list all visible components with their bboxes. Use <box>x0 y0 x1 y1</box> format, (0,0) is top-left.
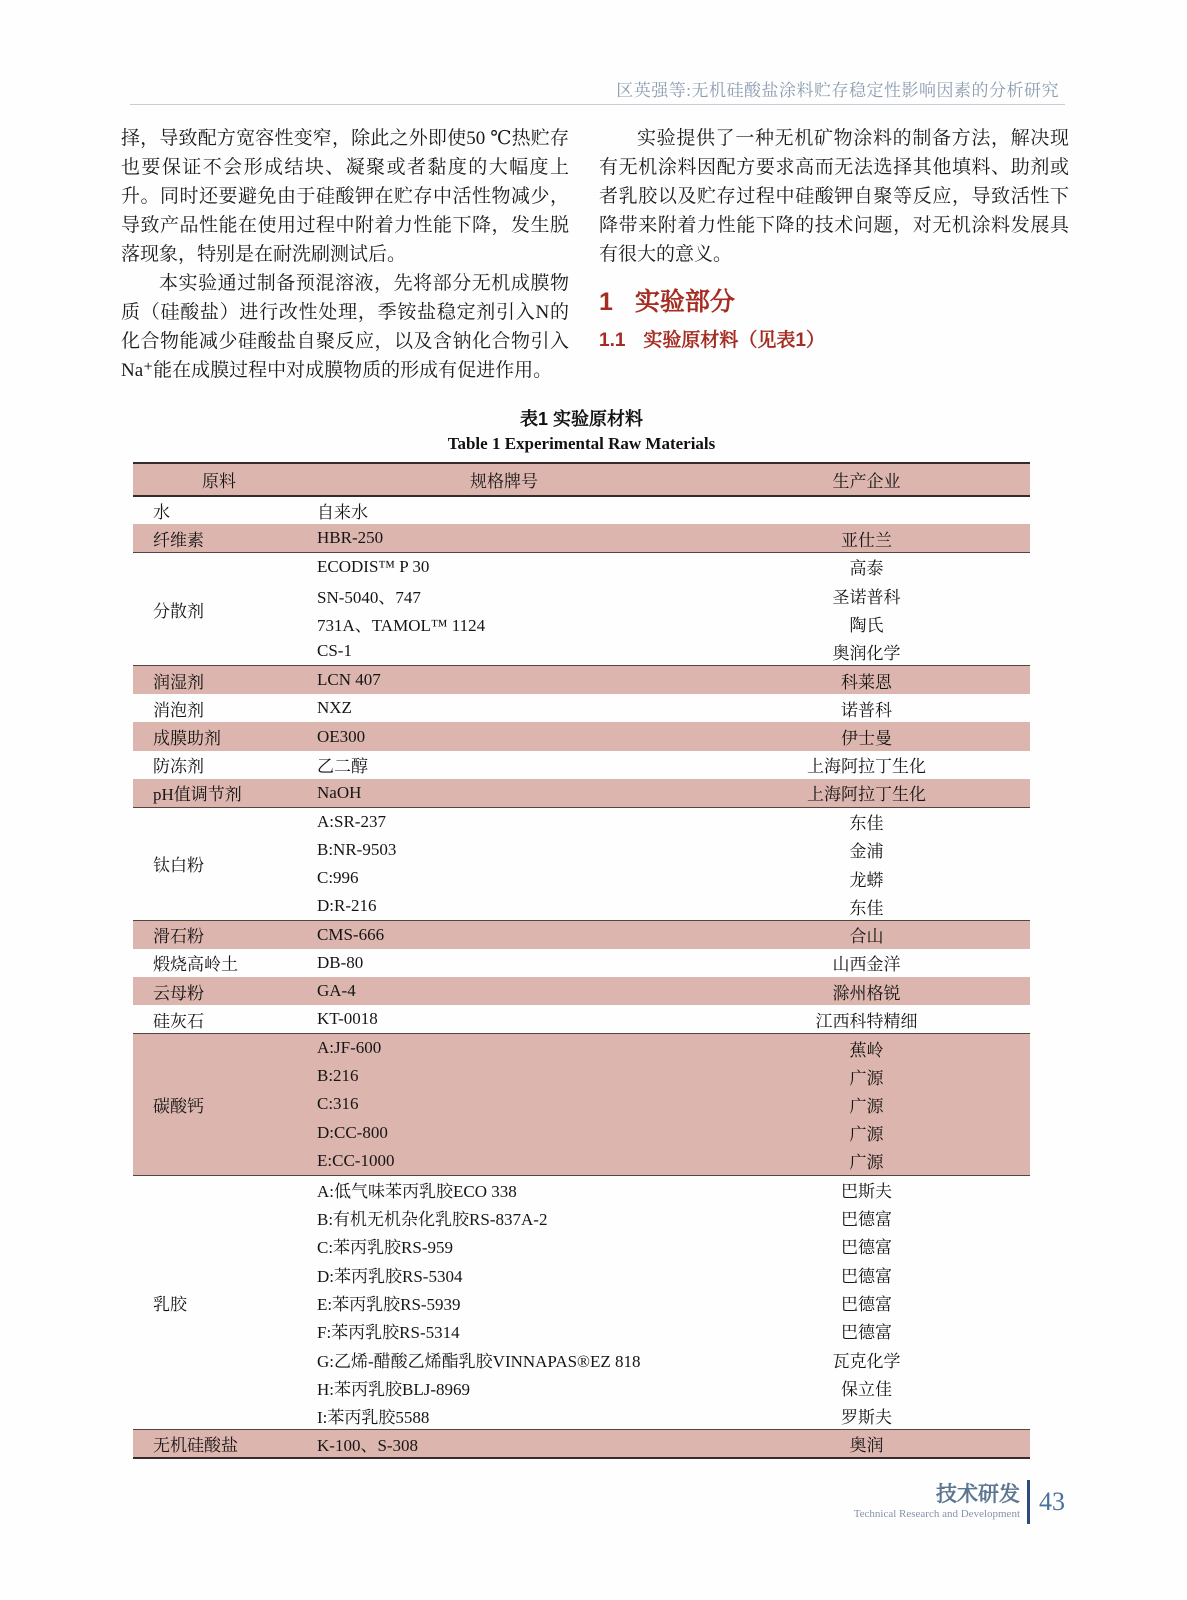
table-row <box>133 666 1030 694</box>
spec-cell: E:CC-1000 <box>305 1147 703 1175</box>
producer-cell: 奥润 <box>703 1430 1030 1458</box>
section-number: 1 <box>599 288 613 316</box>
table-caption-english: Table 1 Experimental Raw Materials <box>447 434 716 453</box>
spec-cell: LCN 407 <box>317 670 381 690</box>
footer-divider-bar <box>1027 1480 1030 1524</box>
producer-cell <box>703 496 1030 524</box>
producer-cell: 保立佳 <box>841 1379 892 1399</box>
table-row <box>133 553 1030 581</box>
spec-cell: KT-0018 <box>317 1009 378 1029</box>
table-row <box>133 524 1030 552</box>
paragraph: 实验提供了一种无机矿物涂料的制备方法，解决现有无机涂料因配方要求高而无法选择其他填料、助剂或者乳胶以及贮存过程中硅酸钾自聚等反应，导致活性下降带来附着力性能下降的技术问题，对无机涂料发展具有很大的意义。 <box>599 128 1069 265</box>
spec-cell: G:乙烯-醋酸乙烯酯乳胶VINNAPAS®EZ 818 <box>317 1351 641 1371</box>
table-row <box>133 779 1030 807</box>
spec-cell: C:苯丙乳胶RS-959 <box>317 1238 454 1258</box>
spec-cell: H:苯丙乳胶BLJ-8969 <box>317 1379 470 1399</box>
spec-cell: C:996 <box>317 868 359 887</box>
table-row <box>133 496 1030 524</box>
material-cell: pH值调节剂 <box>153 785 242 805</box>
col-header-spec: 规格牌号 <box>470 472 538 491</box>
spec-cell: A:SR-237 <box>305 807 703 835</box>
material-cell: 分散剂 <box>133 553 305 666</box>
page-footer <box>854 1480 1065 1524</box>
section-heading-1-1 <box>599 327 1069 355</box>
producer-cell: 巴德富 <box>841 1294 892 1314</box>
section-heading-1 <box>599 285 1069 319</box>
spec-cell: DB-80 <box>317 952 364 972</box>
spec-cell: NaOH <box>317 782 362 802</box>
spec-cell: D:苯丙乳胶RS-5304 <box>317 1266 463 1286</box>
material-cell: 云母粉 <box>153 983 204 1003</box>
table-row <box>133 920 1030 948</box>
producer-cell: 广源 <box>849 1068 884 1088</box>
producer-cell: 广源 <box>703 1147 1030 1175</box>
header-divider <box>130 104 1065 105</box>
table-row <box>133 1005 1030 1033</box>
table-row <box>133 1034 1030 1062</box>
col-header-material: 原料 <box>202 472 236 491</box>
material-cell: 纤维素 <box>153 530 204 550</box>
header-row <box>133 463 1030 496</box>
table-row <box>133 977 1030 1005</box>
producer-cell: 巴斯夫 <box>703 1175 1030 1203</box>
material-cell: 碳酸钙 <box>133 1034 305 1175</box>
table-row <box>133 751 1030 779</box>
spec-cell: B:NR-9503 <box>317 839 397 859</box>
material-cell: 成膜助剂 <box>153 729 221 749</box>
spec-cell: HBR-250 <box>317 528 384 548</box>
table-row <box>133 1430 1030 1458</box>
spec-cell: A:低气味苯丙乳胶ECO 338 <box>305 1175 703 1203</box>
producer-cell: 伊士曼 <box>841 729 892 749</box>
producer-cell: 广源 <box>849 1096 884 1116</box>
producer-cell: 奥润化学 <box>703 637 1030 665</box>
materials-table <box>133 462 1030 1459</box>
spec-cell: D:CC-800 <box>317 1122 388 1142</box>
producer-cell: 巴德富 <box>841 1238 892 1258</box>
producer-cell: 金浦 <box>849 842 884 862</box>
producer-cell: 瓦克化学 <box>832 1351 901 1371</box>
spec-cell: D:R-216 <box>305 892 703 920</box>
producer-cell: 巴德富 <box>841 1266 892 1286</box>
table-row <box>133 1175 1030 1203</box>
material-cell: 煅烧高岭土 <box>153 955 238 975</box>
producer-cell: 罗斯夫 <box>703 1402 1030 1430</box>
material-cell: 钛白粉 <box>133 807 305 920</box>
material-cell: 润湿剂 <box>153 672 204 692</box>
producer-cell: 广源 <box>849 1125 884 1145</box>
producer-cell: 圣诺普科 <box>832 587 901 607</box>
spec-cell: B:216 <box>317 1066 359 1086</box>
right-column <box>599 124 1069 385</box>
spec-cell: NXZ <box>317 698 352 718</box>
producer-cell: 蕉岭 <box>703 1034 1030 1062</box>
table-row <box>133 949 1030 977</box>
running-head: 区英强等:无机硅酸盐涂料贮存稳定性影响因素的分析研究 <box>616 81 1059 100</box>
footer-section-english: Technical Research and Development <box>853 1507 1020 1520</box>
spec-cell: GA-4 <box>317 981 356 1001</box>
table-caption <box>133 406 1030 456</box>
paragraph: 择，导致配方宽容性变窄，除此之外即使50 ℃热贮存也要保证不会形成结块、凝聚或者黏度的大幅度上升。同时还要避免由于硅酸钾在贮存中活性物减少，导致产品性能在使用过程中附着力性能下降，发生脱落现象，特别是在耐洗刷测试后。 <box>121 128 569 265</box>
materials-table-body <box>133 496 1030 1458</box>
spec-cell: 乙二醇 <box>317 757 368 777</box>
spec-cell: SN-5040、747 <box>317 587 421 607</box>
material-cell: 水 <box>153 503 170 523</box>
material-cell: 滑石粉 <box>153 927 204 947</box>
producer-cell: 巴德富 <box>841 1210 892 1230</box>
left-column <box>121 124 569 385</box>
spec-cell: 自来水 <box>317 503 368 523</box>
producer-cell: 江西科特精细 <box>815 1011 918 1031</box>
producer-cell: 东佳 <box>703 892 1030 920</box>
table-caption-chinese: 表1 实验原材料 <box>519 409 643 429</box>
footer-section-chinese: 技术研发 <box>936 1482 1020 1506</box>
producer-cell: 陶氏 <box>849 615 884 635</box>
material-cell: 乳胶 <box>133 1175 305 1430</box>
table-row <box>133 807 1030 835</box>
producer-cell: 上海阿拉丁生化 <box>807 757 926 777</box>
spec-cell: CMS-666 <box>317 924 385 944</box>
producer-cell: 滁州格锐 <box>832 983 901 1003</box>
footer-section-labels <box>854 1483 1020 1522</box>
spec-cell: CS-1 <box>305 637 703 665</box>
producer-cell: 高泰 <box>703 553 1030 581</box>
spec-cell: A:JF-600 <box>305 1034 703 1062</box>
table-row <box>133 722 1030 750</box>
spec-cell: K-100、S-308 <box>305 1430 703 1458</box>
producer-cell: 巴德富 <box>841 1323 892 1343</box>
col-header-producer: 生产企业 <box>832 472 901 491</box>
section-number: 1.1 <box>599 330 626 351</box>
material-cell: 无机硅酸盐 <box>133 1430 305 1458</box>
section-title: 实验原材料（见表1） <box>643 330 825 351</box>
spec-cell: OE300 <box>317 726 366 746</box>
spec-cell: B:有机无机杂化乳胶RS-837A-2 <box>317 1210 548 1230</box>
material-cell: 防冻剂 <box>153 757 204 777</box>
materials-table-header <box>133 463 1030 496</box>
spec-cell: 731A、TAMOL™ 1124 <box>317 615 486 635</box>
spec-cell: C:316 <box>317 1094 359 1114</box>
page-number: 43 <box>1039 1487 1065 1516</box>
producer-cell: 合山 <box>849 927 884 947</box>
producer-cell: 科莱恩 <box>841 672 892 692</box>
table-row <box>133 694 1030 722</box>
producer-cell: 亚仕兰 <box>841 530 892 550</box>
material-cell: 消泡剂 <box>153 700 204 720</box>
spec-cell: I:苯丙乳胶5588 <box>305 1402 703 1430</box>
producer-cell: 龙蟒 <box>849 870 884 890</box>
spec-cell: E:苯丙乳胶RS-5939 <box>317 1294 461 1314</box>
spec-cell: ECODIS™ P 30 <box>305 553 703 581</box>
paragraph: 本实验通过制备预混溶液，先将部分无机成膜物质（硅酸盐）进行改性处理，季铵盐稳定剂引入N的化合物能减少硅酸盐自聚反应，以及含钠化合物引入Na⁺能在成膜过程中对成膜物质的形成有促进作用。 <box>121 273 569 381</box>
spec-cell: F:苯丙乳胶RS-5314 <box>317 1323 460 1343</box>
producer-cell: 诺普科 <box>841 700 892 720</box>
body-columns <box>121 124 1069 385</box>
producer-cell: 上海阿拉丁生化 <box>807 785 926 805</box>
producer-cell: 山西金洋 <box>832 955 901 975</box>
section-title: 实验部分 <box>634 288 735 316</box>
producer-cell: 东佳 <box>703 807 1030 835</box>
material-cell: 硅灰石 <box>153 1011 204 1031</box>
